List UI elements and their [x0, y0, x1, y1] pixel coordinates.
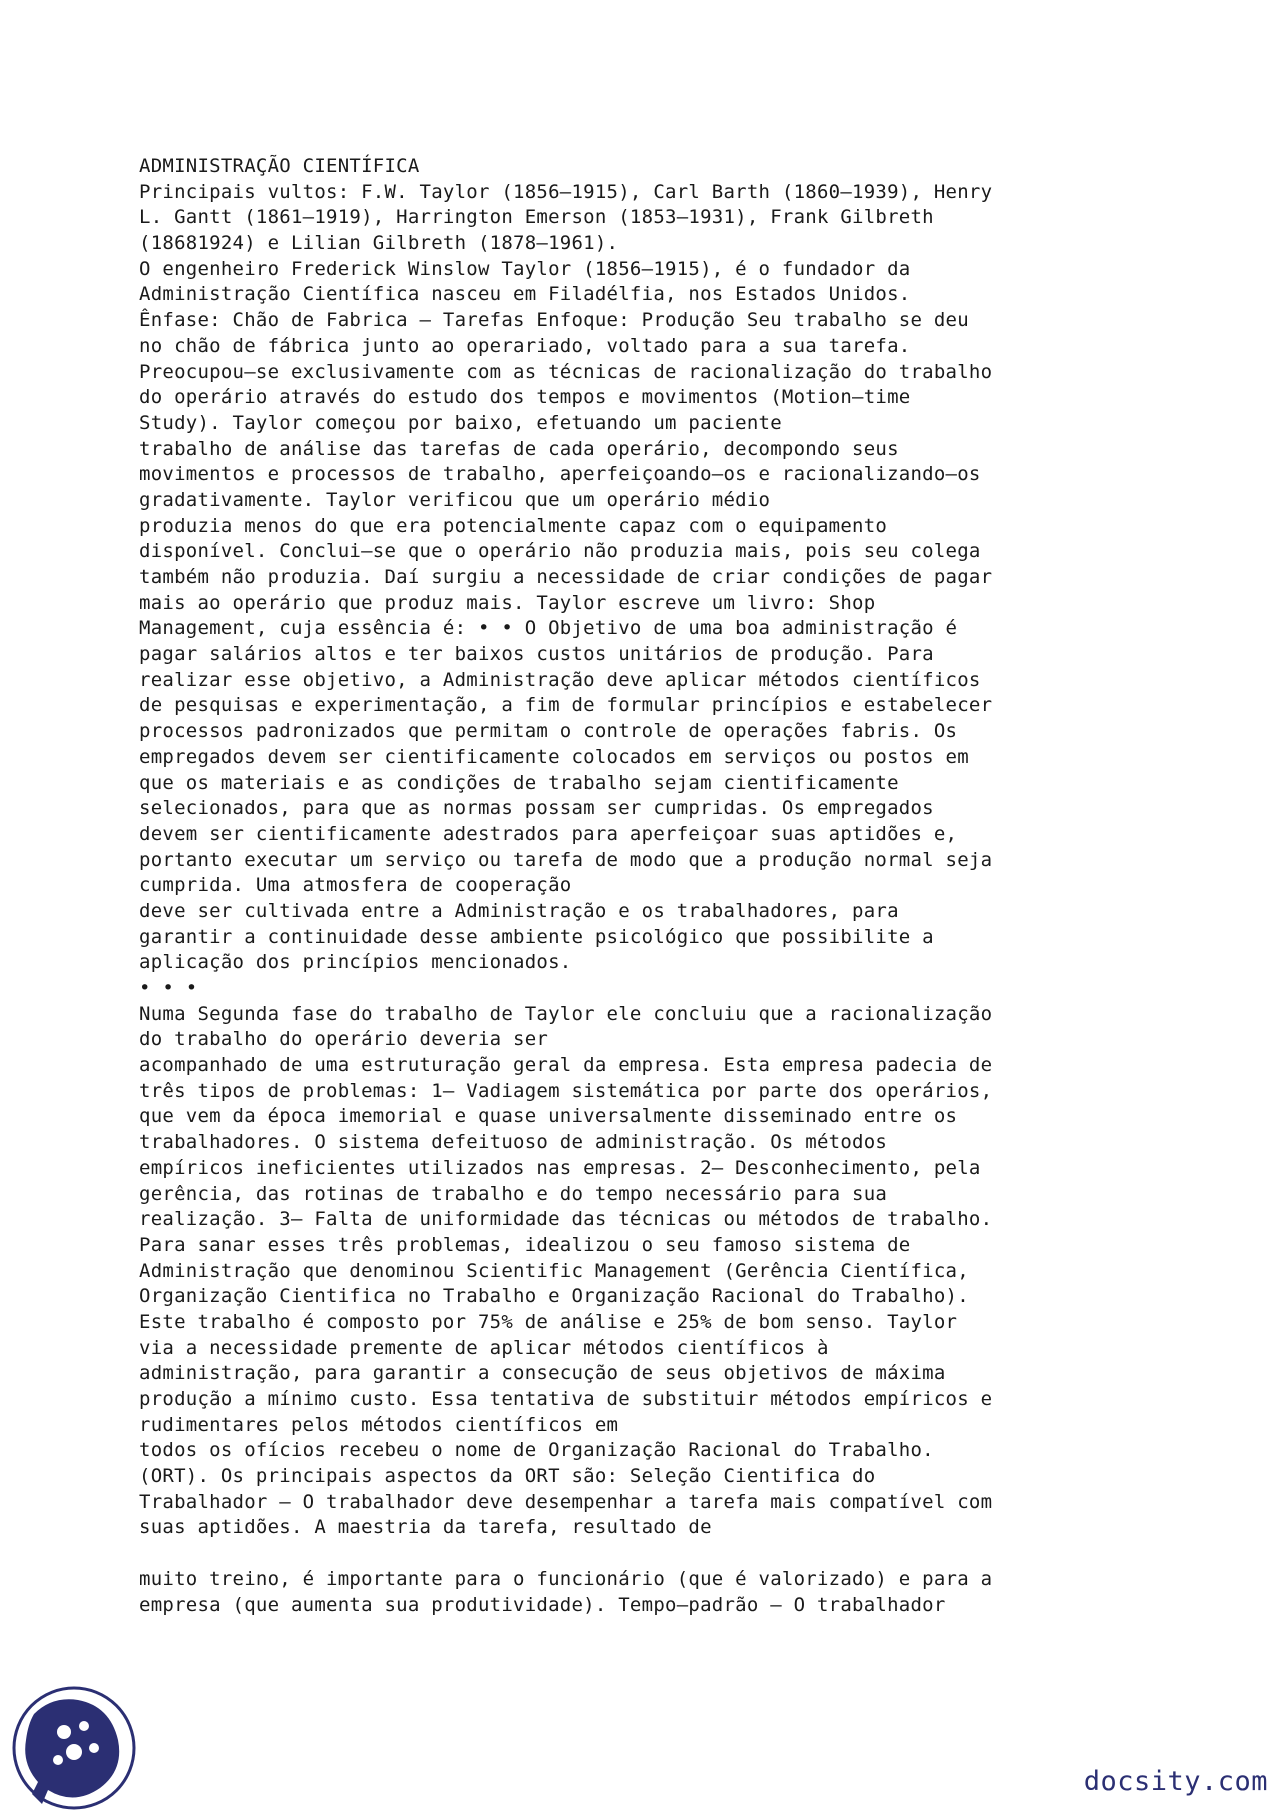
text-line: também não produzia. Daí surgiu a necessidade de criar condições de pagar	[139, 566, 993, 588]
text-line: • • •	[139, 977, 198, 999]
text-line: Ênfase: Chão de Fabrica – Tarefas Enfoque: Produção Seu trabalho se deu	[139, 309, 969, 332]
text-line: empregados devem ser cientificamente colocados em serviços ou postos em	[139, 745, 969, 768]
text-line: trabalhadores. O sistema defeituoso de administração. Os métodos	[139, 1131, 888, 1154]
text-line: Organização Cientifica no Trabalho e Organização Racional do Trabalho).	[139, 1285, 969, 1308]
text-line: do operário através do estudo dos tempos e movimentos (Motion–time	[139, 386, 911, 409]
text-line: mais ao operário que produz mais. Taylor escreve um livro: Shop	[139, 591, 876, 614]
text-line: disponível. Conclui–se que o operário não produzia mais, pois seu colega	[139, 540, 981, 563]
text-line: deve ser cultivada entre a Administração e os trabalhadores, para	[139, 899, 899, 922]
text-line: três tipos de problemas: 1– Vadiagem sistemática por parte dos operários,	[139, 1079, 993, 1102]
text-line: produção a mínimo custo. Essa tentativa de substituir métodos empíricos e	[139, 1388, 993, 1410]
text-line: no chão de fábrica junto ao operariado, voltado para a sua tarefa.	[139, 334, 911, 357]
text-line: suas aptidões. A maestria da tarefa, resultado de	[139, 1516, 712, 1539]
text-line: trabalho de análise das tarefas de cada operário, decompondo seus	[139, 437, 899, 460]
text-line: Management, cuja essência é: • • O Objetivo de uma boa administração é	[139, 617, 958, 640]
text-line: Administração que denominou Scientific Management (Gerência Científica,	[139, 1259, 969, 1282]
text-line: Principais vultos: F.W. Taylor (1856–1915), Carl Barth (1860–1939), Henry	[139, 180, 993, 203]
text-line: todos os ofícios recebeu o nome de Organização Racional do Trabalho.	[139, 1439, 934, 1462]
text-line: gradativamente. Taylor verificou que um operário médio	[139, 488, 771, 511]
text-line: gerência, das rotinas de trabalho e do tempo necessário para sua	[139, 1182, 888, 1205]
text-line: que os materiais e as condições de trabalho sejam cientificamente	[139, 771, 899, 794]
text-line: via a necessidade premente de aplicar métodos científicos à	[139, 1336, 829, 1359]
text-line: produzia menos do que era potencialmente capaz com o equipamento	[139, 514, 888, 537]
text-line: garantir a continuidade desse ambiente psicológico que possibilite a	[139, 925, 934, 948]
text-line: empíricos ineficientes utilizados nas empresas. 2– Desconhecimento, pela	[139, 1156, 981, 1179]
text-line: (18681924) e Lilian Gilbreth (1878–1961).	[139, 232, 619, 255]
text-line: Administração Científica nasceu em Filadélfia, nos Estados Unidos.	[139, 283, 911, 306]
text-line: portanto executar um serviço ou tarefa de modo que a produção normal seja	[139, 848, 993, 871]
text-line: processos padronizados que permitam o controle de operações fabris. Os	[139, 720, 958, 743]
text-line: que vem da época imemorial e quase universalmente disseminado entre os	[139, 1105, 958, 1128]
text-line: pagar salários altos e ter baixos custos unitários de produção. Para	[139, 643, 934, 666]
text-line: acompanhado de uma estruturação geral da empresa. Esta empresa padecia de	[139, 1054, 993, 1077]
text-line: movimentos e processos de trabalho, aperfeiçoando–os e racionalizando–os	[139, 463, 981, 486]
text-line: realizar esse objetivo, a Administração deve aplicar métodos científicos	[139, 668, 981, 691]
text-line: realização. 3– Falta de uniformidade das técnicas ou métodos de trabalho.	[139, 1208, 993, 1231]
text-line: L. Gantt (1861–1919), Harrington Emerson (1853–1931), Frank Gilbreth	[139, 206, 934, 229]
text-line: Study). Taylor começou por baixo, efetuando um paciente	[139, 411, 782, 434]
text-line: ADMINISTRAÇÃO CIENTÍFICA	[139, 155, 420, 177]
text-line: (ORT). Os principais aspectos da ORT são: Seleção Cientifica do	[139, 1465, 876, 1488]
text-line: de pesquisas e experimentação, a fim de formular princípios e estabelecer	[139, 694, 993, 717]
docsity-brand-text[interactable]: docsity.com	[1083, 1766, 1268, 1797]
text-line: rudimentares pelos métodos científicos em	[139, 1413, 619, 1436]
text-line: do trabalho do operário deveria ser	[139, 1028, 549, 1051]
text-line: Numa Segunda fase do trabalho de Taylor ele concluiu que a racionalização	[139, 1002, 993, 1025]
text-line: Trabalhador – O trabalhador deve desempenhar a tarefa mais compatível com	[139, 1490, 993, 1513]
text-line: Para sanar esses três problemas, idealizou o seu famoso sistema de	[139, 1233, 911, 1256]
paragraph-gap	[139, 1541, 1139, 1567]
text-line: O engenheiro Frederick Winslow Taylor (1856–1915), é o fundador da	[139, 257, 911, 280]
document-body	[139, 154, 1139, 1618]
text-line: administração, para garantir a consecução de seus objetivos de máxima	[139, 1362, 946, 1385]
text-line: aplicação dos princípios mencionados.	[139, 951, 572, 974]
text-line: empresa (que aumenta sua produtividade). Tempo–padrão – O trabalhador	[139, 1593, 946, 1616]
text-block	[139, 1567, 1139, 1618]
text-block	[139, 154, 1139, 1541]
text-line: selecionados, para que as normas possam ser cumpridas. Os empregados	[139, 797, 934, 820]
text-line: Preocupou–se exclusivamente com as técnicas de racionalização do trabalho	[139, 360, 993, 383]
docsity-logo-icon	[12, 1686, 136, 1810]
text-line: cumprida. Uma atmosfera de cooperação	[139, 874, 572, 897]
text-line: muito treino, é importante para o funcionário (que é valorizado) e para a	[139, 1567, 993, 1590]
text-line: devem ser cientificamente adestrados para aperfeiçoar suas aptidões e,	[139, 822, 958, 845]
text-line: Este trabalho é composto por 75% de análise e 25% de bom senso. Taylor	[139, 1310, 958, 1333]
